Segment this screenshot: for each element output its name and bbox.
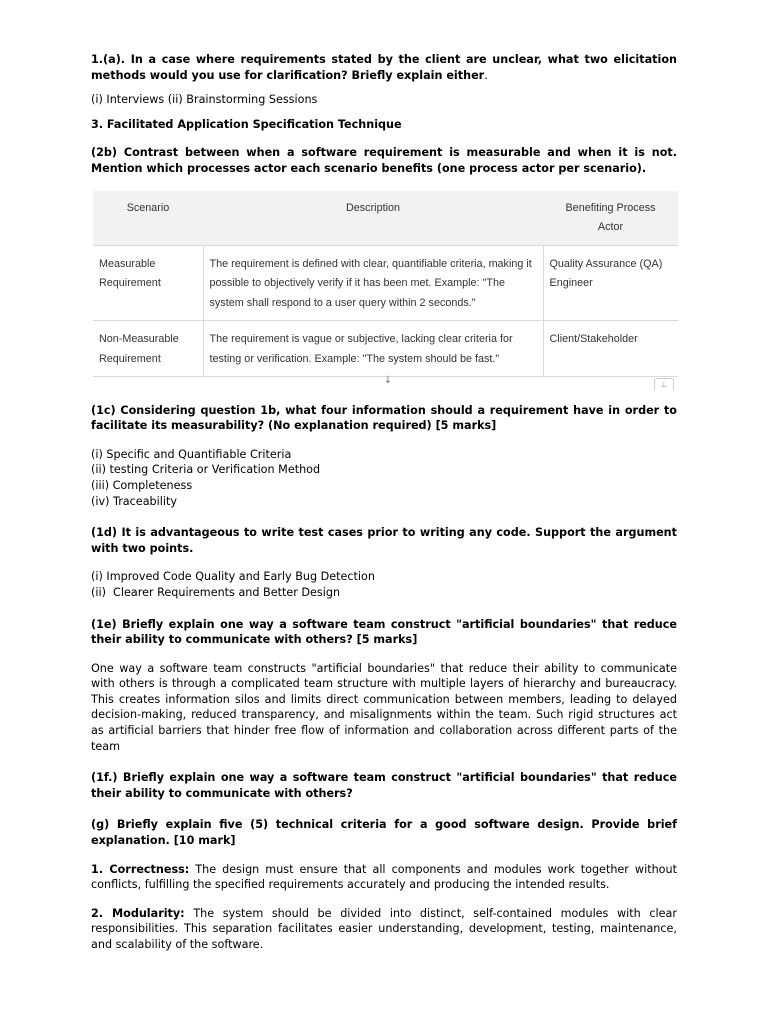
answer-1d-list [91, 569, 677, 600]
cell-actor: Quality Assurance (QA) Engineer [543, 245, 678, 320]
criterion-text: The system should be divided into distinct, self-contained modules with clear responsibilities. This separation facilitates easier understanding, development, testing, maintenance, and scalability of the software. [91, 906, 678, 951]
answer-1c-list [91, 447, 677, 509]
requirements-table [93, 191, 678, 377]
table-header-row [93, 191, 678, 246]
list-item: (ii) Clearer Requirements and Better Design [91, 585, 341, 599]
criterion-label: 2. Modularity: [91, 906, 185, 920]
table-row [93, 320, 678, 376]
question-1c: (1c) Considering question 1b, what four information should a requirement have in order to facilitate its measurability? (No explanation required) [5 marks] [91, 403, 677, 433]
list-item: (iv) Traceability [91, 494, 177, 508]
criterion-label: 1. Correctness: [91, 862, 190, 876]
question-1a [91, 52, 677, 83]
question-1e: (1e) Briefly explain one way a software team construct "artificial boundaries" that reduce their ability to communicate with others? [5 marks] [91, 617, 677, 647]
cell-description: The requirement is vague or subjective, lacking clear criteria for testing or verification. Example: "The system should be fast." [203, 320, 543, 376]
answer-1e: One way a software team constructs "artificial boundaries" that reduce their ability to communicate with others is through a complicated team structure with multiple layers of hierarchy and bureaucracy. This creates information silos and limits direct communication between members, leading to delayed decision-making, reduced transparency, and misalignments within the team. Such rigid structures act as artificial barriers that hinder free flow of information and collaboration across different parts of the team [91, 661, 677, 753]
question-1d: (1d) It is advantageous to write test cases prior to writing any code. Support the argument with two points. [91, 526, 677, 555]
question-1a-tail: . [484, 68, 488, 82]
arrow-down-icon[interactable]: ↓ [383, 374, 393, 386]
question-2b: (2b) Contrast between when a software requirement is measurable and when it is not. Mention which processes actor each scenario benefits (one process actor per scenario). [91, 146, 677, 175]
header-scenario: Scenario [93, 191, 203, 246]
question-1f: (1f.) Briefly explain one way a software team construct "artificial boundaries" that reduce their ability to communicate with others? [91, 771, 677, 800]
question-g: (g) Briefly explain five (5) technical criteria for a good software design. Provide brief explanation. [10 mark] [91, 818, 677, 848]
answer-1a: (i) Interviews (ii) Brainstorming Sessions [91, 93, 318, 107]
cell-scenario: Non-Measurable Requirement [93, 320, 203, 376]
criterion-modularity [91, 906, 677, 953]
list-item: (i) Specific and Quantifiable Criteria [91, 447, 292, 461]
list-item: (ii) testing Criteria or Verification Method [91, 463, 321, 477]
list-item: (iii) Completeness [91, 478, 193, 492]
cell-description: The requirement is defined with clear, quantifiable criteria, making it possible to objectively verify if it has been met. Example: "The system shall respond to a user query within 2 seconds." [203, 245, 543, 320]
cell-scenario: Measurable Requirement [93, 245, 203, 320]
item-3-heading: 3. Facilitated Application Specification Technique [91, 117, 402, 131]
cell-actor: Client/Stakeholder [543, 320, 678, 376]
copy-icon[interactable]: ⊥ [654, 378, 674, 390]
header-actor: Benefiting Process Actor [543, 191, 678, 246]
criterion-text: The design must ensure that all components and modules work together without conflicts, fulfilling the specified requirements accurately and producing the intended results. [91, 862, 677, 892]
table-row [93, 245, 678, 320]
requirements-table-image [93, 191, 678, 390]
header-description: Description [203, 191, 543, 246]
criterion-correctness [91, 862, 677, 893]
document-content [91, 52, 677, 953]
question-1a-text: 1.(a). In a case where requirements stated by the client are unclear, what two elicitation methods would you use for clarification? Briefly explain either [91, 53, 677, 82]
list-item: (i) Improved Code Quality and Early Bug Detection [91, 570, 375, 584]
